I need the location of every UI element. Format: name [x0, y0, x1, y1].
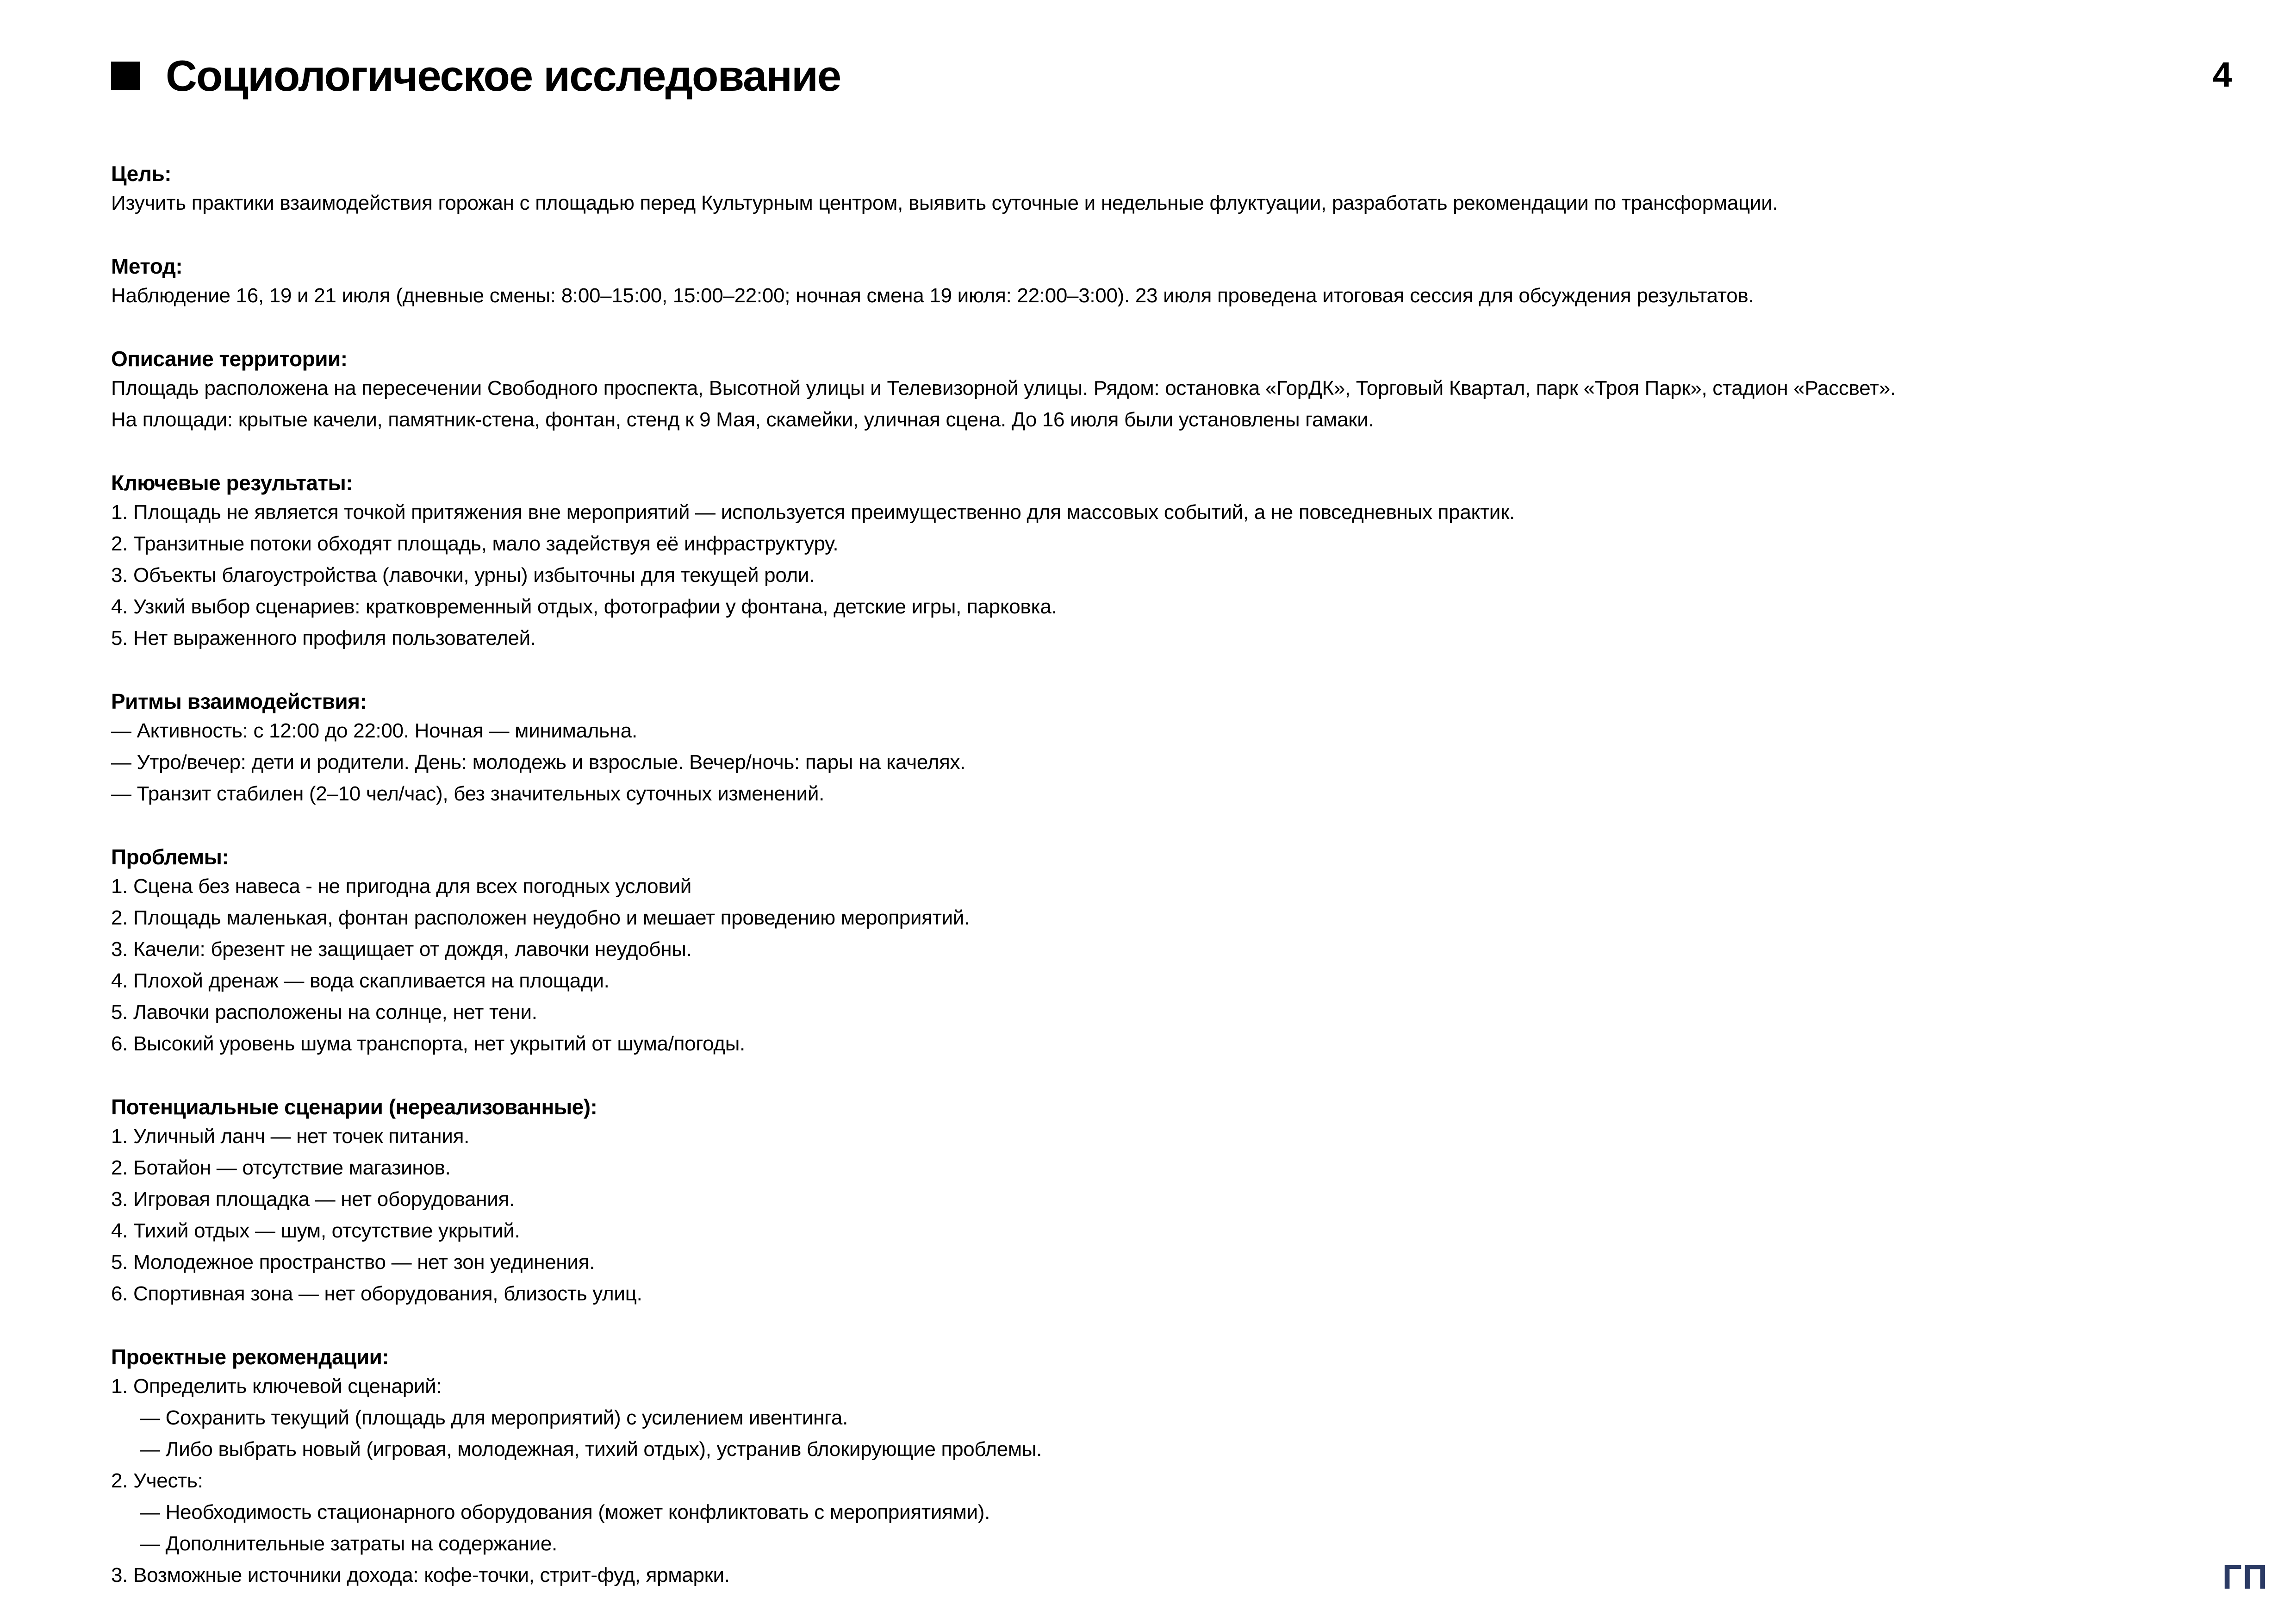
list-item: 3. Игровая площадка — нет оборудования.: [111, 1188, 515, 1211]
section-key-results: [111, 469, 2213, 654]
list-item: 1. Определить ключевой сценарий:: [111, 1375, 442, 1398]
section-recommendations: [111, 1343, 2213, 1591]
section-method-body: [111, 280, 2213, 312]
text-line: Площадь расположена на пересечении Свободного проспекта, Высотной улицы и Телевизорной улицы. Рядом: остановка «ГорДК», Торговый Квартал, парк «Троя Парк», стадион «Рассвет».: [111, 377, 1896, 400]
section-problems-body: [111, 871, 2213, 1060]
section-method: [111, 252, 2213, 312]
list-item: 2. Площадь маленькая, фонтан расположен неудобно и мешает проведению мероприятий.: [111, 906, 970, 929]
title-bullet-square-icon: [111, 62, 140, 90]
list-item: 5. Нет выраженного профиля пользователей.: [111, 627, 536, 650]
section-key-results-body: [111, 497, 2213, 654]
section-goal-body: [111, 187, 2213, 219]
section-rhythms-body: [111, 715, 2213, 810]
gp-logo: ГП: [2222, 1558, 2268, 1596]
list-item: 2. Транзитные потоки обходят площадь, мало задействуя её инфраструктуру.: [111, 532, 839, 555]
list-item: 3. Возможные источники дохода: кофе-точки, стрит-фуд, ярмарки.: [111, 1564, 730, 1587]
list-item: 4. Узкий выбор сценариев: кратковременный отдых, фотографии у фонтана, детские игры, парковка.: [111, 595, 1057, 618]
section-key-results-heading: Ключевые результаты:: [111, 471, 353, 495]
list-item: 1. Площадь не является точкой притяжения вне мероприятий — используется преимущественно для массовых событий, а не повседневных практик.: [111, 501, 1515, 524]
list-item: — Либо выбрать новый (игровая, молодежная, тихий отдых), устранив блокирующие проблемы.: [140, 1438, 1042, 1461]
list-item: 4. Плохой дренаж — вода скапливается на площади.: [111, 969, 610, 992]
list-item: 5. Молодежное пространство — нет зон уединения.: [111, 1251, 595, 1274]
list-item: 3. Качели: брезент не защищает от дождя, лавочки неудобны.: [111, 938, 692, 961]
list-item: 6. Спортивная зона — нет оборудования, близость улиц.: [111, 1282, 642, 1305]
section-territory-body: [111, 373, 2213, 436]
text-line: На площади: крытые качели, памятник-стена, фонтан, стенд к 9 Мая, скамейки, уличная сцена. До 16 июля были установлены гамаки.: [111, 408, 1374, 431]
section-rhythms-heading: Ритмы взаимодействия:: [111, 689, 367, 713]
list-item: — Утро/вечер: дети и родители. День: молодежь и взрослые. Вечер/ночь: пары на качелях.: [111, 751, 966, 774]
page-number: 4: [2212, 55, 2232, 94]
section-territory-heading: Описание территории:: [111, 347, 348, 371]
document-header: [111, 51, 841, 100]
section-scenarios: [111, 1093, 2213, 1310]
section-recommendations-body: [111, 1371, 2213, 1591]
list-item: 1. Уличный ланч — нет точек питания.: [111, 1125, 470, 1148]
section-rhythms: [111, 687, 2213, 810]
section-goal: [111, 160, 2213, 219]
text-line: Наблюдение 16, 19 и 21 июля (дневные смены: 8:00–15:00, 15:00–22:00; ночная смена 19 июля: 22:00–3:00). 23 июля проведена итоговая сессия для обсуждения результатов.: [111, 284, 1754, 307]
page-title: Социологическое исследование: [166, 51, 841, 100]
section-problems-heading: Проблемы:: [111, 845, 229, 869]
section-problems: [111, 843, 2213, 1060]
list-item: 4. Тихий отдых — шум, отсутствие укрытий.: [111, 1219, 520, 1242]
list-item: — Сохранить текущий (площадь для мероприятий) с усилением ивентинга.: [140, 1406, 848, 1429]
list-item: 6. Высокий уровень шума транспорта, нет укрытий от шума/погоды.: [111, 1032, 745, 1055]
section-goal-heading: Цель:: [111, 162, 172, 186]
list-item: 2. Ботайон — отсутствие магазинов.: [111, 1156, 451, 1179]
text-line: Изучить практики взаимодействия горожан с площадью перед Культурным центром, выявить суточные и недельные флуктуации, разработать рекомендации по трансформации.: [111, 192, 1778, 214]
list-item: 5. Лавочки расположены на солнце, нет тени.: [111, 1001, 537, 1024]
list-item: 3. Объекты благоустройства (лавочки, урны) избыточны для текущей роли.: [111, 564, 815, 587]
section-method-heading: Метод:: [111, 254, 183, 278]
list-item: — Необходимость стационарного оборудования (может конфликтовать с мероприятиями).: [140, 1501, 990, 1524]
section-scenarios-body: [111, 1121, 2213, 1310]
list-item: — Дополнительные затраты на содержание.: [140, 1532, 557, 1555]
section-territory: [111, 345, 2213, 436]
list-item: 2. Учесть:: [111, 1469, 203, 1492]
section-scenarios-heading: Потенциальные сценарии (нереализованные):: [111, 1095, 597, 1119]
list-item: — Транзит стабилен (2–10 чел/час), без значительных суточных изменений.: [111, 782, 825, 805]
list-item: 1. Сцена без навеса - не пригодна для всех погодных условий: [111, 875, 691, 898]
section-recommendations-heading: Проектные рекомендации:: [111, 1345, 389, 1369]
list-item: — Активность: с 12:00 до 22:00. Ночная — минимальна.: [111, 719, 637, 742]
document-content: [111, 160, 2213, 1624]
